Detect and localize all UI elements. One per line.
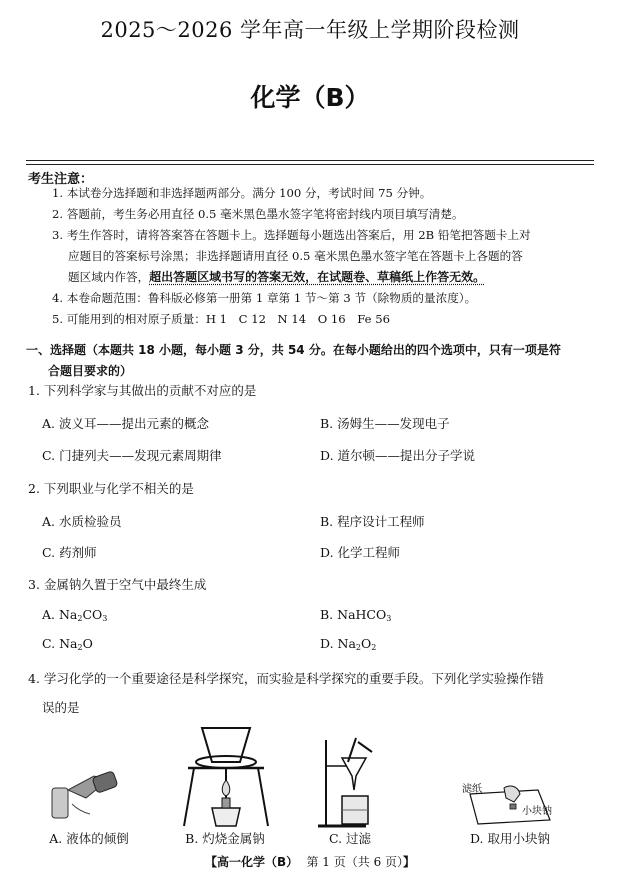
formula-part: A. Na: [42, 607, 78, 622]
question-3-stem: 3. 金属钠久置于空气中最终生成: [28, 577, 207, 592]
lamp-wick: [222, 798, 230, 808]
label-filter-paper: 滤纸: [462, 784, 482, 795]
formula-part: C. Na: [42, 636, 78, 651]
question-2-option-b[interactable]: B. 程序设计工程师: [320, 514, 425, 529]
notice-item-2: 2. 答题前，考生务必用直径 0.5 毫米黑色墨水签字笔将密封线内项目填写清楚。: [52, 207, 464, 221]
footer-left: 【高一化学（B）: [204, 855, 299, 869]
question-3-option-b[interactable]: [320, 607, 391, 623]
section-heading: [26, 340, 596, 382]
formula-sub: 2: [77, 643, 83, 652]
label-small-sodium: 小块钠: [522, 806, 552, 817]
section-line-2: 合题目要求的）: [48, 364, 133, 378]
caption-a: A. 液体的倾倒: [49, 831, 129, 846]
notice-item-1: 1. 本试卷分选择题和非选择题两部分。满分 100 分，考试时间 75 分钟。: [52, 186, 432, 200]
formula-part: B. NaHCO: [320, 607, 387, 622]
question-4-stem-line-1: 4. 学习化学的一个重要途径是科学探究，而实验是科学探究的重要手段。下列化学实验操作错: [28, 671, 544, 686]
figure-burning-sodium: [178, 722, 274, 830]
tripod-leg: [184, 768, 194, 826]
subject-title: 化学（B）: [250, 83, 370, 112]
section-line-1: 一、选择题（本题共 18 小题，每小题 3 分，共 54 分。在每小题给出的四个选项中，只有一项是符: [26, 343, 561, 357]
notice-item-3: 3. 考生作答时，请将答案答在答题卡上。选择题每小题选出答案后，用 2B 铅笔把答题卡上对: [52, 228, 531, 242]
question-1-stem: 1. 下列科学家与其做出的贡献不对应的是: [28, 383, 257, 398]
caption-d: D. 取用小块钠: [469, 831, 551, 846]
notice-item-3-cont: 应题目的答案标号涂黑；非选择题请用直径 0.5 毫米黑色墨水签字笔在答题卡上各题的答: [68, 249, 523, 263]
notice-emphasis: 超出答题区域书写的答案无效，在试题卷、草稿纸上作答无效。: [149, 270, 486, 284]
notice-item-3-tail: 题区域内作答，: [68, 270, 150, 284]
formula-sub: 2: [77, 614, 83, 623]
notice-item-5: 5. 可能用到的相对原子质量：H 1 C 12 N 14 O 16 Fe 56: [52, 312, 390, 326]
funnel: [342, 758, 366, 790]
stopper: [72, 804, 90, 814]
alcohol-lamp: [212, 808, 240, 826]
footer-right: 】: [403, 855, 416, 869]
question-3-option-d[interactable]: [320, 636, 376, 652]
question-3-option-a[interactable]: [42, 607, 107, 623]
formula-part: CO: [82, 607, 103, 622]
question-1-option-d[interactable]: D. 道尔顿——提出分子学说: [320, 448, 476, 463]
question-2-option-d[interactable]: D. 化学工程师: [320, 545, 401, 560]
question-1-option-c[interactable]: C. 门捷列夫——发现元素周期律: [42, 448, 222, 463]
formula-part: D. Na: [320, 636, 356, 651]
figure-filtration: [316, 736, 386, 830]
sodium-piece: [510, 804, 516, 809]
tripod-leg: [258, 768, 268, 826]
reagent-bottle: [92, 771, 118, 794]
formula-sub: 3: [386, 614, 392, 623]
exam-title: 2025～2026 学年高一年级上学期阶段检测: [100, 18, 520, 42]
test-tube: [52, 788, 68, 818]
formula-part: O: [82, 636, 93, 651]
flame: [222, 780, 230, 796]
notice-heading: 考生注意：: [28, 172, 94, 187]
formula-part: O: [361, 636, 372, 651]
question-3-option-c[interactable]: [42, 636, 93, 652]
figure-taking-sodium: [458, 780, 570, 828]
formula-sub: 2: [355, 643, 362, 652]
question-2-option-a[interactable]: A. 水质检验员: [42, 514, 122, 529]
footer-page: 第 1 页（共 6 页）: [306, 855, 404, 869]
page-footer: [0, 853, 620, 870]
question-2-option-c[interactable]: C. 药剂师: [42, 545, 97, 560]
question-4-stem-line-2: 误的是: [42, 700, 80, 715]
caption-c: C. 过滤: [328, 831, 372, 846]
question-1-option-a[interactable]: A. 波义耳——提出元素的概念: [42, 416, 209, 431]
notice-item-3-end: [68, 267, 485, 289]
figure-liquid-pouring: [46, 768, 122, 822]
question-1-option-b[interactable]: B. 汤姆生——发现电子: [320, 416, 450, 431]
question-2-stem: 2. 下列职业与化学不相关的是: [28, 481, 194, 496]
divider-thin: [26, 164, 594, 165]
caption-b: B. 灼烧金属钠: [185, 831, 265, 846]
formula-sub: 2: [371, 643, 377, 652]
divider-thick: [26, 160, 594, 161]
notice-item-4: 4. 本卷命题范围：鲁科版必修第一册第 1 章第 1 节～第 3 节（除物质的量浓度）。: [52, 291, 477, 305]
formula-sub: 3: [102, 614, 108, 623]
beaker-pouring: [358, 742, 372, 752]
